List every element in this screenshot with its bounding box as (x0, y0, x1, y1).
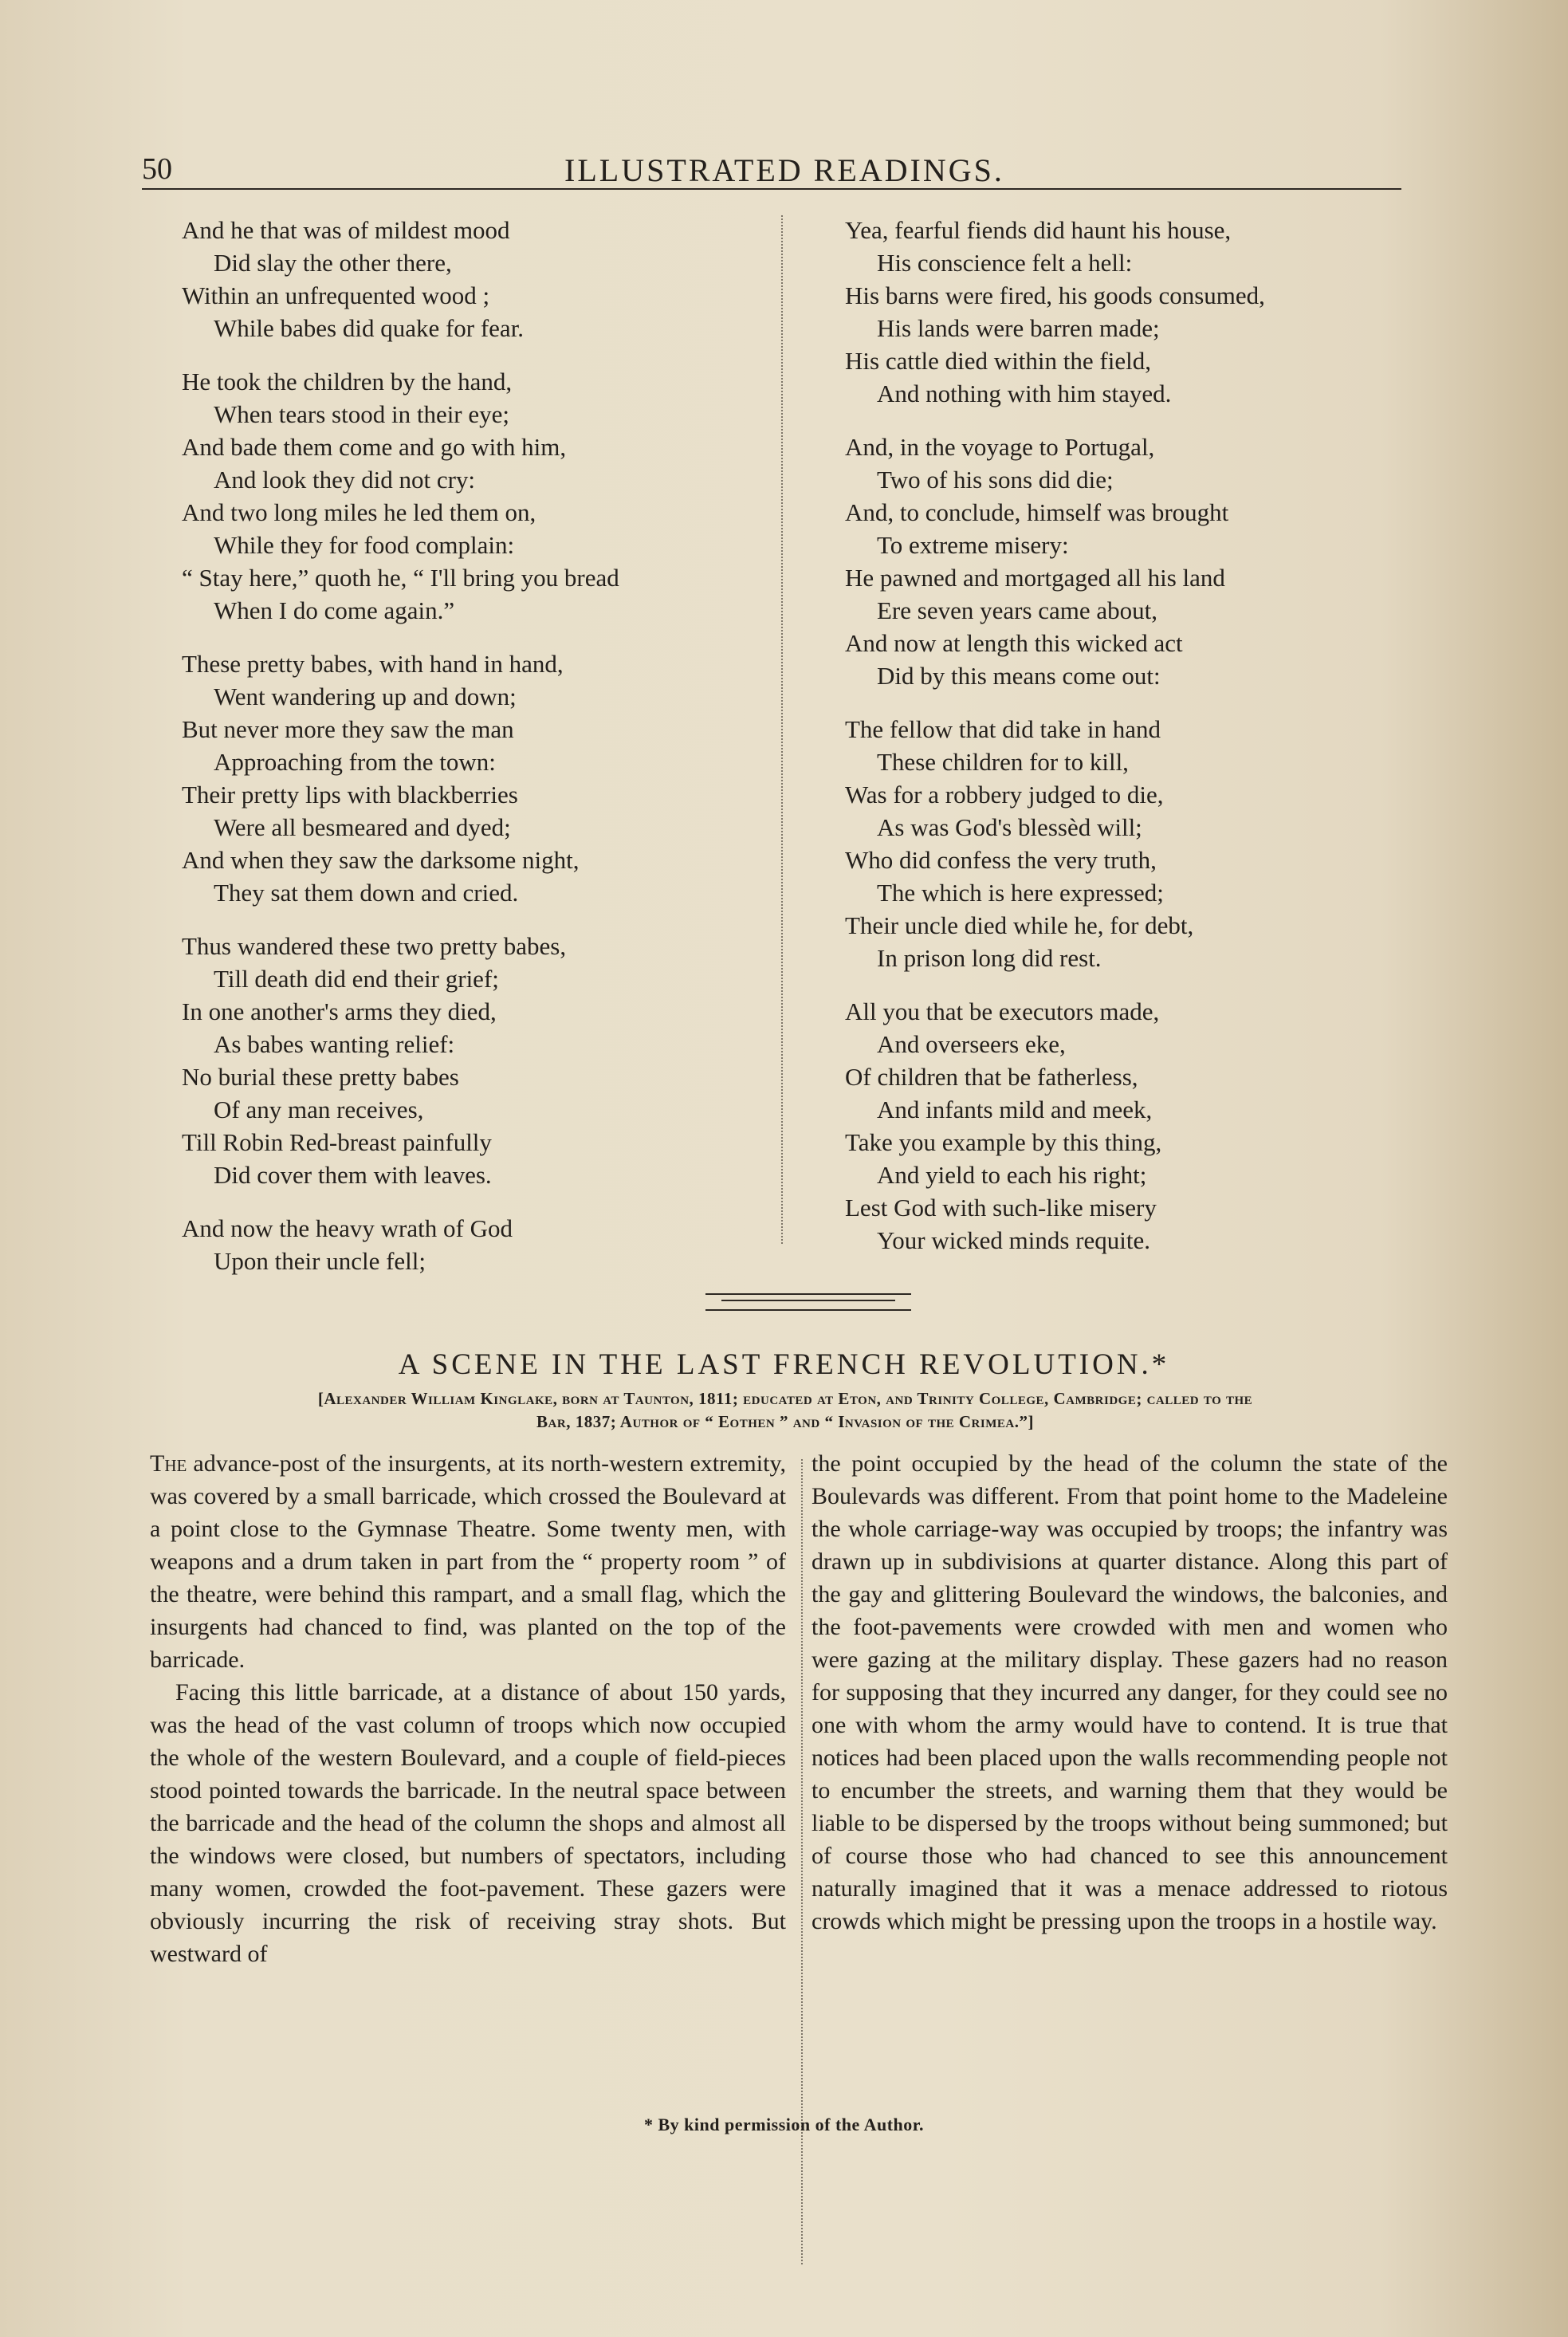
poem-stanza (182, 365, 804, 627)
poem-stanza (845, 214, 1467, 410)
poem-line: And look they did not cry: (214, 466, 476, 494)
poem-line: Your wicked minds requite. (877, 1226, 1150, 1254)
poem-right-column (845, 214, 1467, 1277)
poem-stanza (182, 647, 804, 909)
poem-line: Upon their uncle fell; (214, 1247, 426, 1275)
poem-line: While babes did quake for fear. (214, 314, 525, 342)
poem-line: Who did confess the very truth, (845, 846, 1157, 874)
poem-line: In prison long did rest. (877, 944, 1102, 972)
column-divider-article (801, 1459, 804, 2264)
poem-line: But never more they saw the man (182, 715, 514, 743)
poem-line: In one another's arms they died, (182, 997, 497, 1025)
article-paragraph-2: Facing this little barricade, at a distance of about 150 yards, was the head of the vast column of troops which now occupied the whole of the western Boulevard, and a couple of field-pieces stood pointed towards the barricade. In the neutral space between the barricade and the head of the column the shops and almost all the windows were closed, but numbers of spectators, including many women, crowded the foot-pavement. These gazers were obviously incurring the risk of receiving stray shots. But westward of (150, 1679, 786, 1967)
poem-line: His lands were barren made; (877, 314, 1160, 342)
poem-line: The which is here expressed; (877, 879, 1164, 907)
poem-line: He pawned and mortgaged all his land (845, 564, 1225, 592)
poem-line: All you that be executors made, (845, 997, 1160, 1025)
article-left-column (150, 1447, 786, 1970)
poem-line: Ere seven years came about, (877, 596, 1158, 624)
poem-line: And two long miles he led them on, (182, 498, 536, 526)
poem-line: Of children that be fatherless, (845, 1063, 1138, 1091)
poem-line: Of any man receives, (214, 1096, 424, 1123)
poem-stanza (845, 713, 1467, 974)
poem-line: And now the heavy wrath of God (182, 1214, 513, 1242)
poem-stanza (182, 930, 804, 1191)
poem-line: Did by this means come out: (877, 662, 1161, 690)
footnote: * By kind permission of the Author. (643, 2115, 925, 2134)
poem-line: He took the children by the hand, (182, 368, 513, 395)
poem-line: And yield to each his right; (877, 1161, 1147, 1189)
poem-line: As was God's blessèd will; (877, 813, 1142, 841)
poem-line: And when they saw the darksome night, (182, 846, 580, 874)
page-header (142, 151, 1401, 190)
article-paragraph-1 (150, 1447, 786, 1676)
poem-line: And overseers eke, (877, 1030, 1066, 1058)
poem-line: These children for to kill, (877, 748, 1129, 776)
poem-line: Were all besmeared and dyed; (214, 813, 511, 841)
drop-lead-word: The (150, 1450, 187, 1477)
page-number: 50 (142, 152, 172, 186)
poem-stanza (182, 1212, 804, 1277)
poem-line: His barns were fired, his goods consumed, (845, 281, 1265, 309)
article-right-column (812, 1447, 1448, 1938)
poem-line: Their uncle died while he, for debt, (845, 911, 1194, 939)
poem-line: And infants mild and meek, (877, 1096, 1153, 1123)
poem-line: While they for food complain: (214, 531, 515, 559)
poem-line: The fellow that did take in hand (845, 715, 1161, 743)
poem-line: They sat them down and cried. (214, 879, 519, 907)
poem-line: Two of his sons did die; (877, 466, 1114, 494)
poem-line: Thus wandered these two pretty babes, (182, 932, 567, 960)
poem-stanza (845, 431, 1467, 692)
poem-line: As babes wanting relief: (214, 1030, 455, 1058)
paragraph-1-text: advance-post of the insurgents, at its north-western extremity, was covered by a small barricade, which crossed the Boulevard at a point close to the Gymnase Theatre. Some twenty men, with weapons and a drum taken in part from the “ property room ” of the theatre, were behind this rampart, and a small flag, which the insurgents had chanced to find, was planted on the top of the barricade. (150, 1450, 786, 1673)
poem-line: When I do come again.” (214, 596, 455, 624)
poem-line: Their pretty lips with blackberries (182, 781, 518, 809)
poem-line: Was for a robbery judged to die, (845, 781, 1164, 809)
poem-line: Did cover them with leaves. (214, 1161, 492, 1189)
poem-stanza (845, 995, 1467, 1257)
poem-line: “ Stay here,” quoth he, “ I'll bring you bread (182, 564, 619, 592)
poem-line: Lest God with such-like misery (845, 1194, 1157, 1222)
article-title: A SCENE IN THE LAST FRENCH REVOLUTION.* (398, 1348, 1170, 1381)
poem-line: These pretty babes, with hand in hand, (182, 650, 564, 678)
section-separator-rule-short (721, 1300, 895, 1301)
poem-line: Till Robin Red-breast painfully (182, 1128, 492, 1156)
poem-stanza (182, 214, 804, 344)
poem-line: To extreme misery: (877, 531, 1069, 559)
article-byline (132, 1387, 1439, 1434)
poem-line: No burial these pretty babes (182, 1063, 459, 1091)
poem-line: His cattle died within the field, (845, 347, 1151, 375)
poem-line: Approaching from the town: (214, 748, 496, 776)
poem-line: Within an unfrequented wood ; (182, 281, 490, 309)
running-title: ILLUSTRATED READINGS. (564, 152, 1004, 188)
poem-line: Yea, fearful fiends did haunt his house, (845, 216, 1232, 244)
poem-line: Went wandering up and down; (214, 683, 517, 710)
byline-line-1: [Alexander William Kinglake, born at Taunton, 1811; educated at Eton, and Trinity College, Cambridge; called to the (317, 1389, 1253, 1408)
poem-line: And, to conclude, himself was brought (845, 498, 1229, 526)
poem-line: His conscience felt a hell: (877, 249, 1133, 277)
poem-line: Till death did end their grief; (214, 965, 499, 993)
byline-line-2: Bar, 1837; Author of “ Eothen ” and “ Invasion of the Crimea.”] (536, 1412, 1034, 1431)
article-paragraph-3: the point occupied by the head of the column the state of the Boulevards was different. From that point home to the Madeleine the whole carriage-way was occupied by troops; the infantry was drawn up in subdivisions at quarter distance. Along this part of the gay and glittering Boulevard the windows, the balconies, and the foot-pavements were crowded with men and women who were gazing at the military display. These gazers had no reason for supposing that they incurred any danger, for they could see no one with whom the army would have to contend. It is true that notices had been placed upon the walls recommending people not to encumber the streets, and warning them that they would be liable to be dispersed by the troops without being summoned; but of course those who had chanced to see this announcement naturally imagined that it was a menace addressed to riotous crowds which might be pressing upon the troops in a hostile way. (812, 1450, 1448, 1934)
poem-line: And now at length this wicked act (845, 629, 1183, 657)
poem-line: And bade them come and go with him, (182, 433, 567, 461)
poem-line: And, in the voyage to Portugal, (845, 433, 1155, 461)
section-separator-rule (705, 1293, 911, 1295)
column-divider-poem (781, 215, 784, 1244)
poem-line: Did slay the other there, (214, 249, 452, 277)
section-separator-rule-bottom (705, 1309, 911, 1311)
poem-line: Take you example by this thing, (845, 1128, 1162, 1156)
poem-line: And he that was of mildest mood (182, 216, 510, 244)
poem-line: When tears stood in their eye; (214, 400, 510, 428)
poem-left-column (182, 214, 804, 1298)
poem-line: And nothing with him stayed. (877, 380, 1172, 407)
